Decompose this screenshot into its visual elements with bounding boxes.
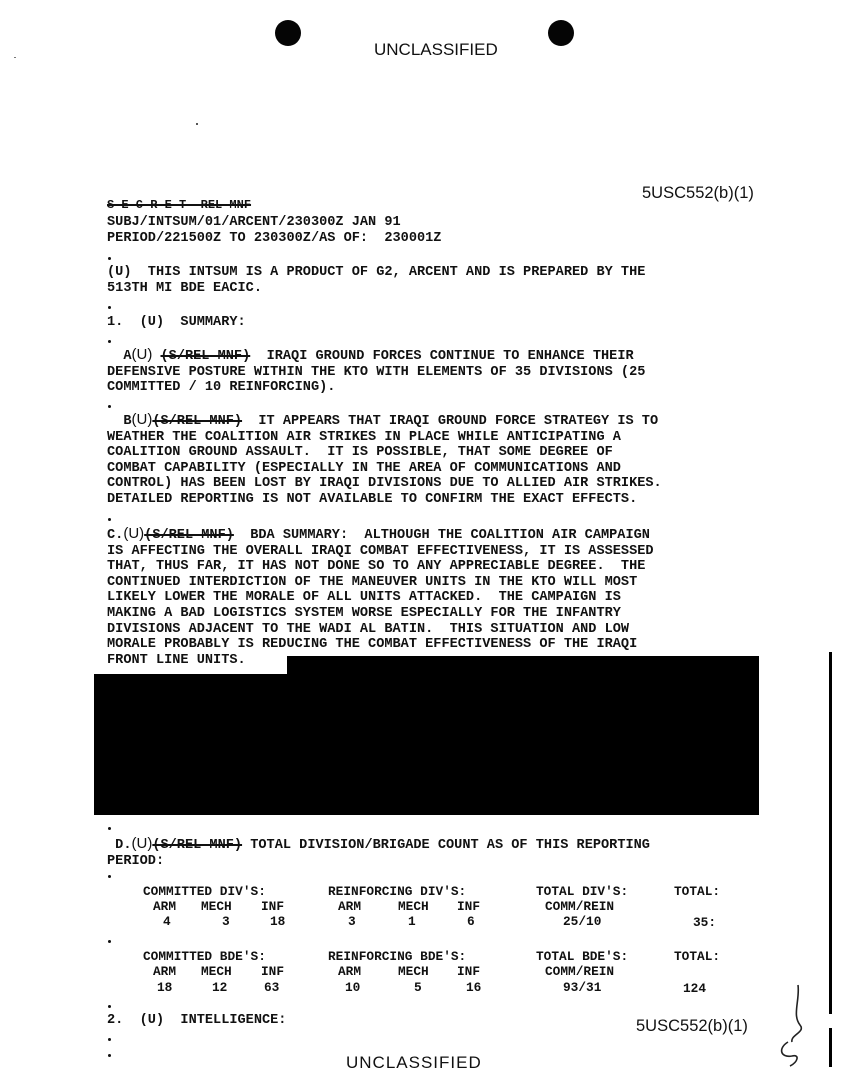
redaction-block <box>94 674 759 815</box>
paragraph-c-line-4: CONTINUED INTERDICTION OF THE MANEUVER UNITS IN THE KTO WILL MOST <box>107 574 638 590</box>
paragraph-c-line-6: MAKING A BAD LOGISTICS SYSTEM WORSE ESPECIALLY FOR THE INFANTRY <box>107 605 621 621</box>
div-reinf-mech-subheader: MECH <box>398 899 429 914</box>
bde-reinf-arm-subheader: ARM <box>338 964 362 979</box>
exemption-stamp-bottom: 5USC552(b)(1) <box>636 1017 748 1035</box>
paragraph-c-text: BDA SUMMARY: ALTHOUGH THE COALITION AIR CAMPAIGN <box>250 528 650 543</box>
bde-reinforcing-mech-value: 5 <box>414 980 422 995</box>
paragraph-b-label: B <box>123 414 132 429</box>
paragraph-d-label: D. <box>115 838 132 853</box>
bde-total-value: 93/31 <box>563 980 602 995</box>
punch-hole-left <box>275 20 301 46</box>
paragraph-c-line-5: LIKELY LOWER THE MORALE OF ALL UNITS ATTACKED. THE CAMPAIGN IS <box>107 590 621 606</box>
paragraph-b-line-5: CONTROL) HAS BEEN LOST BY IRAQI DIVISIONS DUE TO ALLIED AIR STRIKES. <box>107 476 662 492</box>
div-grand-total-value: 35: <box>693 915 717 930</box>
scan-speck <box>196 123 198 125</box>
paragraph-c-original-marking: (S/REL MNF) <box>144 528 234 543</box>
paragraph-b-marking: (U) <box>131 411 153 428</box>
margin-rule <box>829 652 832 1014</box>
bde-committed-arm-value: 18 <box>157 980 173 995</box>
div-total-value: 25/10 <box>563 914 602 929</box>
scan-speck <box>14 57 16 58</box>
exemption-stamp-top: 5USC552(b)(1) <box>642 184 754 202</box>
paragraph-a-marking: (U) <box>131 346 153 363</box>
bullet-mark <box>108 257 111 260</box>
bullet-mark <box>108 405 111 408</box>
bullet-mark <box>108 827 111 830</box>
bde-mech-subheader: MECH <box>201 964 232 979</box>
paragraph-a <box>107 347 645 396</box>
bde-committed-header: COMMITTED BDE'S: <box>143 949 266 964</box>
bullet-mark <box>108 875 111 878</box>
intro-line-2: 513TH MI BDE EACIC. <box>107 281 262 296</box>
paragraph-d-original-marking: (S/REL MNF) <box>152 838 243 853</box>
bde-reinforcing-arm-value: 10 <box>345 980 361 995</box>
paragraph-d-marking: (U) <box>131 835 153 852</box>
section-1-heading: 1. (U) SUMMARY: <box>107 315 246 330</box>
paragraph-c-line-3: THAT, THUS FAR, IT HAS NOT DONE SO TO ANY APPRECIABLE DEGREE. THE <box>107 559 646 575</box>
classification-header: UNCLASSIFIED <box>374 40 498 59</box>
bde-grand-total-value: 124 <box>683 981 707 996</box>
div-committed-inf-value: 18 <box>270 914 286 929</box>
margin-rule <box>829 1028 832 1067</box>
bde-total-header: TOTAL BDE'S: <box>536 949 629 964</box>
div-committed-mech-value: 3 <box>222 914 230 929</box>
redaction-block <box>287 656 759 676</box>
bde-reinforcing-header: REINFORCING BDE'S: <box>328 949 467 964</box>
paragraph-d-line-2: PERIOD: <box>107 853 165 869</box>
paragraph-c-line-8: MORALE PROBABLY IS REDUCING THE COMBAT EFFECTIVENESS OF THE IRAQI <box>107 637 638 653</box>
intro-line-1: (U) THIS INTSUM IS A PRODUCT OF G2, ARCENT AND IS PREPARED BY THE <box>107 265 646 280</box>
paragraph-b-line-4: COMBAT CAPABILITY (ESPECIALLY IN THE AREA OF COMMUNICATIONS AND <box>107 460 621 476</box>
punch-hole-right <box>548 20 574 46</box>
paragraph-a-original-marking: (S/REL MNF) <box>160 349 251 364</box>
bullet-mark <box>108 940 111 943</box>
div-reinforcing-header: REINFORCING DIV'S: <box>328 884 467 899</box>
paragraph-c-line-7: DIVISIONS ADJACENT TO THE WADI AL BATIN. THIS SITUATION AND LOW <box>107 621 630 637</box>
subject-line: SUBJ/INTSUM/01/ARCENT/230300Z JAN 91 <box>107 215 401 230</box>
period-line: PERIOD/221500Z TO 230300Z/AS OF: 230001Z <box>107 231 442 246</box>
bullet-mark <box>108 306 111 309</box>
div-reinf-inf-subheader: INF <box>457 899 481 914</box>
bullet-mark <box>108 340 111 343</box>
classification-footer: UNCLASSIFIED <box>346 1053 482 1072</box>
div-inf-subheader: INF <box>261 899 285 914</box>
paragraph-b-line-3: COALITION GROUND ASSAULT. IT IS POSSIBLE, THAT SOME DEGREE OF <box>107 445 613 461</box>
div-reinforcing-inf-value: 6 <box>467 914 475 929</box>
bde-committed-mech-value: 12 <box>212 980 228 995</box>
paragraph-a-line-2: DEFENSIVE POSTURE WITHIN THE KTO WITH ELEMENTS OF 35 DIVISIONS (25 <box>107 364 646 380</box>
div-committed-arm-value: 4 <box>163 914 171 929</box>
paragraph-c-line-9: FRONT LINE UNITS. <box>107 652 246 668</box>
bde-committed-inf-value: 63 <box>264 980 280 995</box>
div-arm-subheader: ARM <box>153 899 177 914</box>
div-reinforcing-arm-value: 3 <box>348 914 356 929</box>
div-commrein-subheader: COMM/REIN <box>545 899 615 914</box>
handwritten-initials <box>770 980 820 1067</box>
div-committed-header: COMMITTED DIV'S: <box>143 884 266 899</box>
paragraph-b-line-2: WEATHER THE COALITION AIR STRIKES IN PLACE WHILE ANTICIPATING A <box>107 429 621 445</box>
paragraph-d-line-1 <box>107 836 650 854</box>
paragraph-c-line-1 <box>107 526 654 544</box>
paragraph-c-marking: (U) <box>123 525 145 542</box>
div-total-header: TOTAL DIV'S: <box>536 884 629 899</box>
paragraph-c-label: C. <box>107 528 124 543</box>
paragraph-a-line-1 <box>107 347 645 365</box>
bullet-mark <box>108 1054 111 1057</box>
bullet-mark <box>108 1005 111 1008</box>
paragraph-b-line-1 <box>107 412 662 430</box>
paragraph-a-line-3: COMMITTED / 10 REINFORCING). <box>107 380 336 396</box>
paragraph-b-original-marking: (S/REL MNF) <box>152 414 243 429</box>
bde-grand-total-header: TOTAL: <box>674 949 721 964</box>
bde-inf-subheader: INF <box>261 964 285 979</box>
paragraph-b-line-6: DETAILED REPORTING IS NOT AVAILABLE TO CONFIRM THE EXACT EFFECTS. <box>107 491 638 507</box>
bde-reinforcing-inf-value: 16 <box>466 980 482 995</box>
bullet-mark <box>108 518 111 521</box>
section-2-heading: 2. (U) INTELLIGENCE: <box>107 1013 287 1028</box>
bde-reinf-inf-subheader: INF <box>457 964 481 979</box>
paragraph-c-line-2: IS AFFECTING THE OVERALL IRAQI COMBAT EFFECTIVENESS, IT IS ASSESSED <box>107 543 654 559</box>
paragraph-c <box>107 526 654 668</box>
bullet-mark <box>108 1038 111 1041</box>
original-classification-line: S E C R E T REL MNF <box>107 198 252 212</box>
bde-reinf-mech-subheader: MECH <box>398 964 429 979</box>
bde-commrein-subheader: COMM/REIN <box>545 964 615 979</box>
paragraph-d-text: TOTAL DIVISION/BRIGADE COUNT AS OF THIS REPORTING <box>250 838 650 853</box>
paragraph-d <box>107 836 650 869</box>
div-mech-subheader: MECH <box>201 899 232 914</box>
div-grand-total-header: TOTAL: <box>674 884 721 899</box>
paragraph-b-text: IT APPEARS THAT IRAQI GROUND FORCE STRATEGY IS TO <box>258 414 659 429</box>
div-reinf-arm-subheader: ARM <box>338 899 362 914</box>
bde-arm-subheader: ARM <box>153 964 177 979</box>
paragraph-a-text: IRAQI GROUND FORCES CONTINUE TO ENHANCE THEIR <box>266 349 634 364</box>
paragraph-b <box>107 412 662 508</box>
div-reinforcing-mech-value: 1 <box>408 914 416 929</box>
paragraph-a-label: A <box>123 349 132 364</box>
